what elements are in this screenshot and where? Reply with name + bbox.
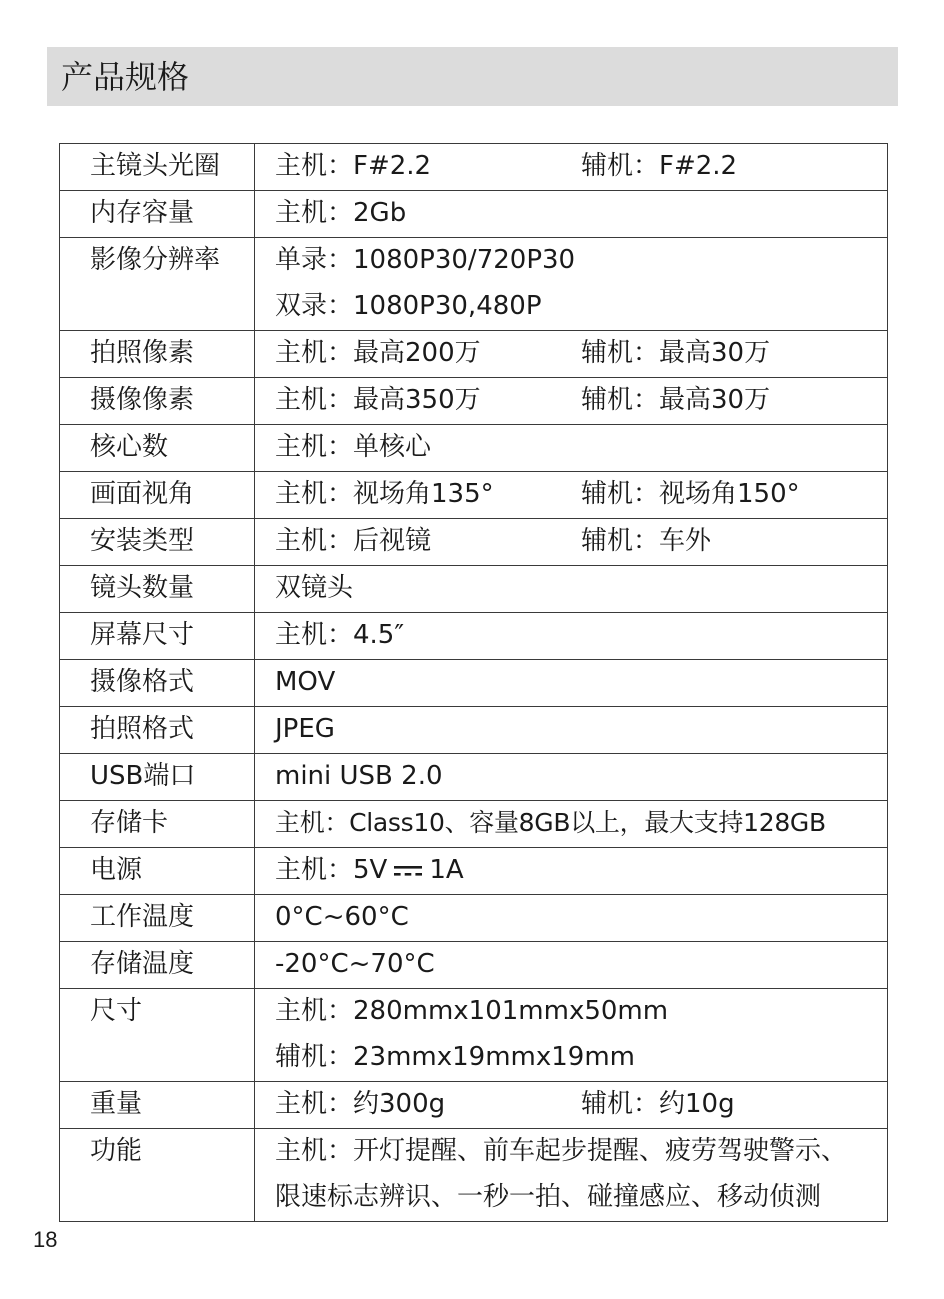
spec-value: [255, 754, 888, 801]
spec-value-line: [275, 989, 887, 1035]
spec-value-primary: 主机：4.5″: [275, 620, 405, 650]
spec-value-secondary: 辅机：最高30万: [581, 385, 771, 415]
spec-value-line: [275, 566, 887, 612]
spec-row: [60, 754, 888, 801]
spec-value-primary: 限速标志辨识、一秒一拍、碰撞感应、移动侦测: [275, 1182, 822, 1212]
spec-value-primary: 主机：视场角135°: [275, 479, 494, 509]
spec-value: [255, 191, 888, 238]
spec-value-primary: JPEG: [275, 714, 335, 744]
spec-value-primary: 主机：最高200万: [275, 338, 481, 368]
spec-value: [255, 942, 888, 989]
spec-value-secondary: 辅机：约10g: [581, 1089, 735, 1119]
spec-value-secondary: 辅机：视场角150°: [581, 479, 800, 509]
spec-value-line: [275, 1129, 887, 1175]
spec-value-line: [275, 425, 887, 471]
page-title: 产品规格: [61, 57, 190, 96]
spec-value-primary: 主机：Class10、容量8GB以上，最大支持128GB: [275, 808, 826, 837]
spec-value-primary: 主机：280mmx101mmx50mm: [275, 996, 669, 1026]
spec-label: 影像分辨率: [60, 238, 255, 331]
title-bar: [47, 47, 898, 106]
spec-value-primary: 双镜头: [275, 573, 354, 603]
spec-row: [60, 895, 888, 942]
spec-value: [255, 566, 888, 613]
spec-row: [60, 191, 888, 238]
spec-value: [255, 660, 888, 707]
spec-row: [60, 472, 888, 519]
spec-value: [255, 613, 888, 660]
spec-value-primary: 主机：后视镜: [275, 526, 432, 556]
spec-row: [60, 989, 888, 1082]
spec-label: 内存容量: [60, 191, 255, 238]
power-voltage: 主机：5V: [275, 855, 388, 885]
spec-row: [60, 425, 888, 472]
spec-value-line: [275, 613, 887, 659]
spec-label: 尺寸: [60, 989, 255, 1082]
spec-label: 核心数: [60, 425, 255, 472]
spec-value: [255, 238, 888, 331]
spec-row: [60, 519, 888, 566]
spec-value: [255, 1082, 888, 1129]
spec-value-line: [275, 238, 887, 284]
spec-label: 摄像像素: [60, 378, 255, 425]
spec-table: [59, 143, 888, 1222]
spec-value-line: [275, 378, 887, 424]
spec-value-line: [275, 848, 887, 894]
spec-row: [60, 660, 888, 707]
spec-value-primary: mini USB 2.0: [275, 761, 443, 791]
spec-value-primary: -20°C~70°C: [275, 949, 435, 979]
spec-row: [60, 707, 888, 754]
spec-label: 功能: [60, 1129, 255, 1222]
spec-value: [255, 378, 888, 425]
spec-row: [60, 1129, 888, 1222]
spec-value: [255, 848, 888, 895]
spec-value-line: [275, 331, 887, 377]
spec-value-line: [275, 801, 887, 847]
spec-value: [255, 425, 888, 472]
spec-value-line: [275, 1082, 887, 1128]
spec-label: 摄像格式: [60, 660, 255, 707]
spec-label: 拍照像素: [60, 331, 255, 378]
page-number: 18: [33, 1227, 58, 1252]
spec-value: [255, 895, 888, 942]
spec-value: [255, 144, 888, 191]
spec-row: [60, 801, 888, 848]
spec-value: [255, 1129, 888, 1222]
spec-row: [60, 566, 888, 613]
spec-value: [255, 331, 888, 378]
spec-row: [60, 378, 888, 425]
spec-value-primary: MOV: [275, 667, 336, 697]
spec-value-line: [275, 284, 887, 330]
spec-value-primary: 主机：开灯提醒、前车起步提醒、疲劳驾驶警示、: [275, 1136, 848, 1166]
spec-value: [255, 519, 888, 566]
spec-value-line: [275, 707, 887, 753]
spec-label: 主镜头光圈: [60, 144, 255, 191]
spec-row: [60, 848, 888, 895]
spec-value-primary: 主机：2Gb: [275, 198, 407, 228]
spec-value-line: [275, 660, 887, 706]
spec-value-primary: 主机：约300g: [275, 1089, 446, 1119]
spec-row: [60, 238, 888, 331]
spec-value-primary: 主机：F#2.2: [275, 151, 432, 181]
spec-label: 存储卡: [60, 801, 255, 848]
spec-value-line: [275, 144, 887, 190]
spec-value-secondary: 辅机：最高30万: [581, 338, 771, 368]
spec-value-primary: 辅机：23mmx19mmx19mm: [275, 1042, 635, 1072]
spec-value-line: [275, 1175, 887, 1221]
spec-value: [255, 989, 888, 1082]
spec-value-primary: 0°C~60°C: [275, 902, 409, 932]
spec-row: [60, 144, 888, 191]
spec-label: USB端口: [60, 754, 255, 801]
power-current: 1A: [429, 855, 464, 885]
spec-label: 镜头数量: [60, 566, 255, 613]
spec-row: [60, 331, 888, 378]
spec-label: 电源: [60, 848, 255, 895]
spec-value-line: [275, 895, 887, 941]
spec-label: 拍照格式: [60, 707, 255, 754]
spec-value-line: [275, 1035, 887, 1081]
spec-label: 重量: [60, 1082, 255, 1129]
spec-label: 工作温度: [60, 895, 255, 942]
spec-value-line: [275, 942, 887, 988]
dc-symbol-icon: [393, 864, 423, 878]
spec-value-line: [275, 472, 887, 518]
spec-label: 安装类型: [60, 519, 255, 566]
spec-value-line: [275, 519, 887, 565]
spec-value: [255, 472, 888, 519]
spec-value-line: [275, 754, 887, 800]
spec-value-secondary: 辅机：车外: [581, 526, 712, 556]
spec-value-primary: 主机：最高350万: [275, 385, 481, 415]
spec-row: [60, 1082, 888, 1129]
spec-value-primary: 主机：单核心: [275, 432, 432, 462]
spec-value-primary: 单录：1080P30/720P30: [275, 245, 576, 275]
spec-label: 屏幕尺寸: [60, 613, 255, 660]
spec-row: [60, 613, 888, 660]
spec-value: [255, 801, 888, 848]
spec-row: [60, 942, 888, 989]
spec-label: 存储温度: [60, 942, 255, 989]
spec-value-line: [275, 191, 887, 237]
spec-value: [255, 707, 888, 754]
spec-value-secondary: 辅机：F#2.2: [581, 151, 738, 181]
spec-value-primary: 双录：1080P30,480P: [275, 291, 542, 321]
spec-label: 画面视角: [60, 472, 255, 519]
